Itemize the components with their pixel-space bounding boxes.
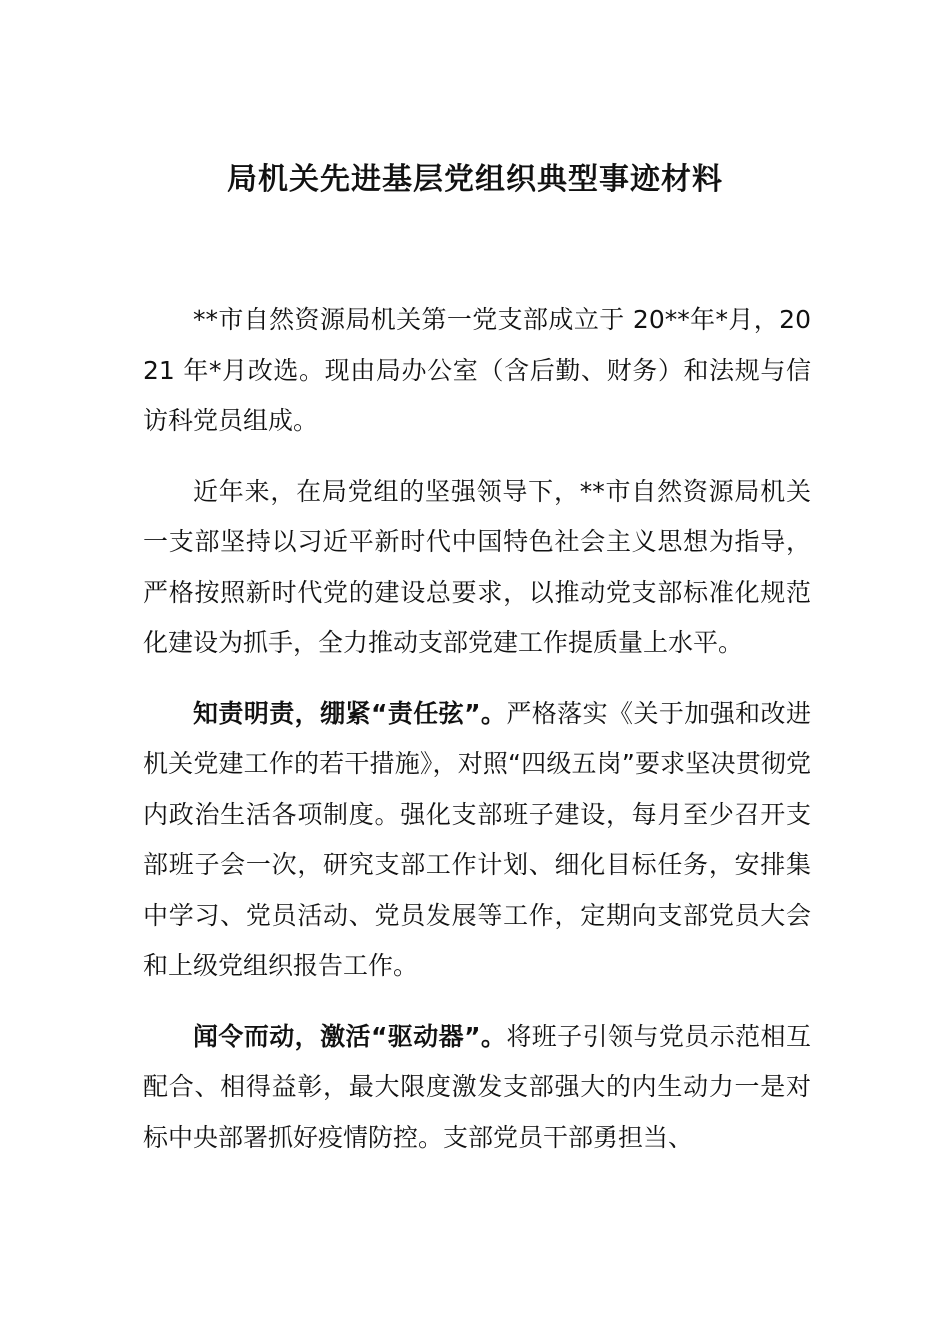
document-body [143,295,811,1183]
paragraph-1-text: **市自然资源局机关第一党支部成立于 20**年*月，2021 年*月改选。现由局办公室（含后勤、财务）和法规与信访科党员组成。 [143,305,811,435]
document-title: 局机关先进基层党组织典型事迹材料 [227,162,723,197]
paragraph-4-lead: 闻令而动，激活“驱动器”。 [193,1021,507,1051]
paragraph-1 [143,295,811,447]
paragraph-2-text: 近年来，在局党组的坚强领导下，**市自然资源局机关一支部坚持以习近平新时代中国特色社会主义思想为指导，严格按照新时代党的建设总要求，以推动党支部标准化规范化建设为抓手，全力推动支部党建工作提质量上水平。 [143,476,811,657]
paragraph-4 [143,1012,811,1164]
paragraph-3-lead: 知责明责，绷紧“责任弦”。 [193,698,507,728]
paragraph-2 [143,467,811,669]
paragraph-3-text: 严格落实《关于加强和改进机关党建工作的若干措施》，对照“四级五岗”要求坚决贯彻党内政治生活各项制度。强化支部班子建设，每月至少召开支部班子会一次，研究支部工作计划、细化目标任务，安排集中学习、党员活动、党员发展等工作，定期向支部党员大会和上级党组织报告工作。 [143,698,811,980]
paragraph-3 [143,689,811,992]
paragraph-4-text: 将班子引领与党员示范相互配合、相得益彰，最大限度激发支部强大的内生动力一是对标中央部署抓好疫情防控。支部党员干部勇担当、 [143,1021,811,1152]
